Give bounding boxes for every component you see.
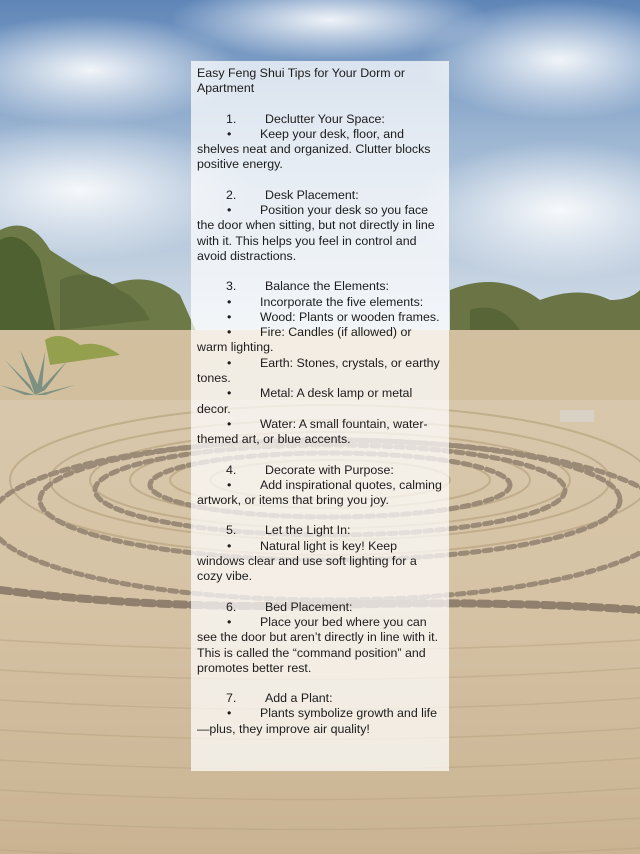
bullet-icon: •	[227, 294, 232, 309]
tip-item-text: Keep your desk, floor, and shelves neat and organized. Clutter blocks positive energy.	[197, 126, 431, 172]
tip-item-text: Add inspirational quotes, calming artwork, or items that bring you joy.	[197, 477, 442, 508]
tip-section	[197, 523, 443, 584]
tip-item	[197, 356, 443, 387]
tip-heading-text: Decorate with Purpose:	[265, 462, 394, 477]
tip-item	[197, 325, 443, 356]
bullet-icon: •	[227, 477, 232, 492]
tip-item-text: Natural light is key! Keep windows clear and use soft lighting for a cozy vibe.	[197, 538, 417, 584]
bullet-icon: •	[227, 706, 232, 721]
bullet-icon: •	[227, 309, 232, 324]
bullet-icon: •	[227, 355, 232, 370]
tip-number: 2.	[226, 187, 237, 202]
tip-heading	[197, 279, 443, 294]
tip-item-text: Incorporate the five elements:	[260, 294, 424, 309]
tip-heading	[197, 112, 443, 127]
tip-item-text: Metal: A desk lamp or metal decor.	[197, 386, 413, 416]
tip-number: 3.	[226, 279, 237, 294]
tip-heading-text: Add a Plant:	[265, 691, 333, 706]
tip-item-text: Fire: Candles (if allowed) or warm lighting.	[197, 325, 412, 355]
tip-heading	[197, 463, 443, 478]
tips-panel	[191, 61, 449, 771]
tip-number: 1.	[226, 111, 237, 126]
tip-section	[197, 112, 443, 173]
bullet-icon: •	[227, 614, 232, 629]
tip-item-text: Earth: Stones, crystals, or earthy tones.	[197, 355, 440, 386]
tip-heading-text: Declutter Your Space:	[265, 111, 385, 126]
tip-item	[197, 295, 443, 310]
tip-item	[197, 310, 443, 325]
bullet-icon: •	[227, 416, 232, 431]
tip-section	[197, 279, 443, 447]
tip-number: 6.	[226, 599, 237, 614]
tip-item	[197, 203, 443, 264]
tip-item-text: Water: A small fountain, water-themed art, or blue accents.	[197, 416, 428, 447]
tip-item	[197, 386, 443, 417]
tip-section	[197, 188, 443, 264]
tip-heading-text: Balance the Elements:	[265, 279, 389, 294]
tip-item-text: Plants symbolize growth and life—plus, they improve air quality!	[197, 706, 437, 736]
tips-list	[197, 112, 443, 737]
tip-section	[197, 463, 443, 509]
tip-item-text: Wood: Plants or wooden frames.	[260, 309, 440, 324]
tip-number: 4.	[226, 462, 237, 477]
bullet-icon: •	[227, 126, 232, 141]
tip-heading-text: Let the Light In:	[265, 523, 351, 538]
tip-item	[197, 706, 443, 737]
tip-section	[197, 691, 443, 737]
tip-heading	[197, 691, 443, 706]
bullet-icon: •	[227, 386, 232, 401]
tip-heading	[197, 523, 443, 538]
page-title: Easy Feng Shui Tips for Your Dorm or Apartment	[197, 66, 405, 96]
tip-item-text: Position your desk so you face the door when sitting, but not directly in line with it. This helps you feel in control and avoid distractions.	[197, 203, 435, 263]
tip-heading	[197, 188, 443, 203]
tip-item	[197, 478, 443, 509]
tip-heading-text: Desk Placement:	[265, 187, 359, 202]
bullet-icon: •	[227, 325, 232, 340]
tip-item-text: Place your bed where you can see the door but aren’t directly in line with it. This is called the “command position” and promotes better rest.	[197, 614, 439, 675]
tip-heading-text: Bed Placement:	[265, 599, 353, 614]
tip-item	[197, 127, 443, 173]
tip-item	[197, 539, 443, 585]
tip-section	[197, 600, 443, 676]
tip-number: 7.	[226, 691, 237, 706]
bullet-icon: •	[227, 538, 232, 553]
bullet-icon: •	[227, 203, 232, 218]
tip-number: 5.	[226, 523, 237, 538]
tip-item	[197, 417, 443, 448]
tip-heading	[197, 600, 443, 615]
tip-item	[197, 615, 443, 676]
